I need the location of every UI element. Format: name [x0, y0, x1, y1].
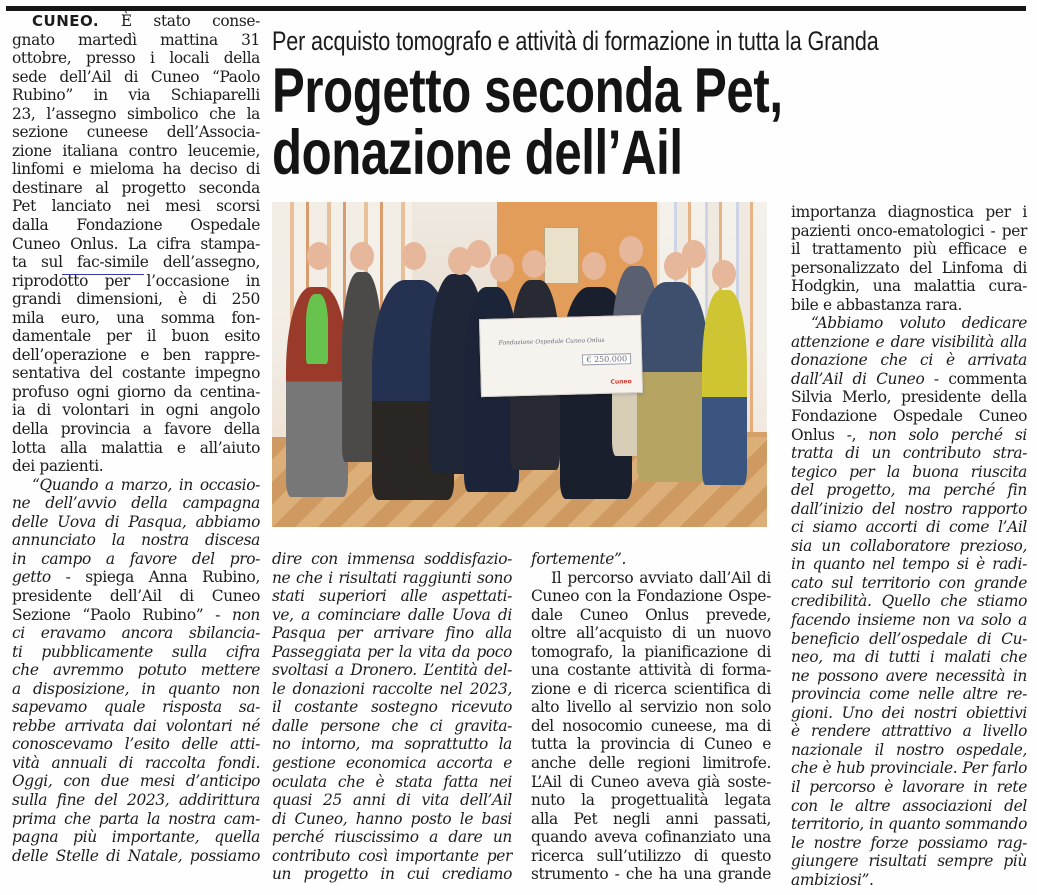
text-line: provincia come nelle altre re-: [791, 685, 1027, 704]
person-head: [712, 260, 736, 288]
text-line: L’Ail di Cuneo aveva già soste-: [531, 772, 771, 791]
text-line: tutta la provincia di Cuneo e: [531, 735, 771, 754]
article-column-4: [791, 203, 1027, 889]
text-line: anche delle regioni limitrofe.: [531, 754, 771, 773]
text-line: CUNEO. È stato conse-: [32, 12, 260, 30]
text-line: un progetto in cui crediamo: [272, 865, 512, 884]
text-line: dire con immensa soddisfazio-: [272, 550, 512, 568]
text-line: nuto la progettualità legata: [531, 791, 771, 810]
text-line: a disposizione, in quanto non: [12, 679, 260, 698]
text-line: oculata che è stata fatta nei: [272, 772, 512, 791]
text-line: strumento - che ha una grande: [531, 865, 771, 884]
text-line: fortemente”.: [531, 550, 627, 568]
text-line: vità annuali di raccolta fondi.: [12, 753, 260, 772]
text-line: in campo a favore del pro-: [12, 549, 260, 568]
text-line: ricerca sull’utilizzo di questo: [531, 846, 771, 865]
article-column-1: [12, 12, 260, 865]
text-line: conoscevamo l’esito delle atti-: [12, 735, 260, 754]
text-line: damentale per il buon esito: [12, 327, 260, 346]
text-line: “Abbiamo voluto dedicare: [811, 314, 1027, 333]
headline: [272, 56, 974, 188]
text-line: Cuneo con la Fondazione Ospe-: [531, 587, 771, 606]
text-line: prima che parta la nostra cam-: [12, 809, 260, 828]
person-head: [522, 250, 546, 278]
text-line: 23, l’assegno simbolico che la: [12, 104, 260, 123]
text-line: Fondazione Ospedale Cuneo: [791, 407, 1027, 426]
text-line: del progetto, ma perché fin: [791, 481, 1027, 500]
person-head: [402, 242, 426, 270]
text-line: ia di volontari in ogni angolo: [12, 401, 260, 420]
person: [702, 290, 747, 485]
text-line: il percorso è lavorare in rete: [791, 777, 1027, 796]
text-line: zione e di ricerca scientifica di: [531, 679, 771, 698]
text-line: Hodgkin, una malattia cura-: [791, 277, 1027, 296]
text-line: tratta di un contributo stra-: [791, 444, 1027, 463]
text-line: ne possono avere necessità in: [791, 666, 1027, 685]
text-line: oltre all’acquisto di un nuovo: [531, 624, 771, 643]
person: [306, 294, 328, 364]
text-line: gestione economica accorta e: [272, 754, 512, 773]
text-line: una costante attività di forma-: [531, 661, 771, 680]
dateline: CUNEO.: [32, 12, 100, 30]
text-line: di Cuneo, hanno posto le basi: [272, 809, 512, 828]
text-line: il costante sostegno ricevuto: [272, 698, 512, 717]
text-line: ambiziosi”.: [791, 870, 874, 889]
text-line: del nosocomio cuneese, ma di: [531, 716, 771, 735]
text-line: Il percorso avviato dall’Ail di: [551, 568, 771, 587]
text-line: Cuneo Onlus. La cifra stampa-: [12, 234, 260, 253]
text-line: dall’inizio del nostro rapporto: [791, 499, 1027, 518]
text-line: sulla fine del 2023, addirittura: [12, 790, 260, 809]
text-line: facendo insieme non va solo a: [791, 611, 1027, 630]
text-line: mila euro, una somma fon-: [12, 308, 260, 327]
text-line: donazione che ci è arrivata: [791, 351, 1027, 370]
article-column-2: [272, 550, 512, 884]
text-line: tomografo, la pianificazione di: [531, 642, 771, 661]
text-line: ci siamo accorti di come l’Ail: [791, 518, 1027, 537]
headline-line: donazione dell’Ail: [272, 118, 683, 188]
text-line: Pet lanciato nei mesi scorsi: [12, 197, 260, 216]
text-line: rebbe arrivata dai volontari né: [12, 716, 260, 735]
person-head: [350, 242, 374, 270]
text-line: linfomi e mieloma ha deciso di: [12, 160, 260, 179]
text-line: delle Stelle di Natale, possiamo: [12, 846, 260, 865]
text-line: perché riuscissimo a dare un: [272, 828, 512, 847]
text-line: profuso ogni giorno da centina-: [12, 382, 260, 401]
text-line: neo, ma di tutti i malati che: [791, 648, 1027, 667]
text-line: territorio, in quanto sommando: [791, 815, 1027, 834]
text-line: pazienti onco-ematologici - per: [791, 221, 1027, 240]
person-head: [490, 254, 514, 282]
text-line: alto livello al servizio non solo: [531, 698, 771, 717]
article-column-3: [531, 550, 771, 884]
text-line: getto - spiega Anna Rubino,: [12, 568, 260, 587]
person-head: [467, 240, 491, 268]
text-line: sezione cuneese dell’Associa-: [12, 123, 260, 142]
person-head: [307, 242, 331, 270]
text-line: annunciato la nostra discesa: [12, 531, 260, 550]
text-line: le nostre forze possiamo rag-: [791, 833, 1027, 852]
text-line: dalle persone che ci gravita-: [272, 716, 512, 735]
top-rule: [6, 6, 1026, 11]
text-line: Pasqua per arrivare fino alla: [272, 624, 512, 643]
text-line: ti pubblicamente sulla cifra: [12, 642, 260, 661]
text-line: dalla Fondazione Ospedale: [12, 216, 260, 235]
text-line: pagna più importante, quella: [12, 828, 260, 847]
text-line: svoltasi a Dronero. L’entità del-: [272, 661, 512, 680]
text-line: lotta alla malattia e all’aiuto: [12, 438, 260, 457]
text-line: quando aveva cofinanziato una: [531, 828, 771, 847]
text-line: no intorno, ma soprattutto la: [272, 735, 512, 754]
person-head: [682, 240, 706, 268]
text-line: alla Pet negli anni passati,: [531, 809, 771, 828]
text-line: riprodotto per l’occasione in: [12, 271, 260, 290]
text-line: grandi dimensioni, è di 250: [12, 290, 260, 309]
text-line: sapevamo quale risposta sa-: [12, 698, 260, 717]
text-line: Passeggiata per la vita da poco: [272, 642, 512, 661]
text-line: delle Uova di Pasqua, abbiamo: [12, 512, 260, 531]
kicker: Per acquisto tomografo e attività di formazione in tutta la Granda: [272, 26, 879, 56]
person: [637, 282, 709, 482]
text-line: è rendere attrattivo a livello: [791, 722, 1027, 741]
headline-line: Progetto seconda Pet,: [272, 56, 783, 126]
text-line: quasi 25 anni di vita dell’Ail: [272, 791, 512, 810]
text-line: sia un collaboratore prezioso,: [791, 536, 1027, 555]
text-line: tegico per la buona riuscita: [791, 462, 1027, 481]
text-line: Rubino” in via Schiaparelli: [12, 86, 260, 105]
text-line: importanza diagnostica per i: [791, 203, 1027, 221]
text-line: zione italiana contro leucemie,: [12, 141, 260, 160]
person-head: [619, 236, 643, 264]
text-line: contributo così importante per: [272, 846, 512, 865]
text-line: ve, a cominciare dalle Uova di: [272, 605, 512, 624]
text-line: ne dell’avvio della campagna: [12, 494, 260, 513]
text-line: dell’operazione e ben rappre-: [12, 345, 260, 364]
text-line: Onlus -, non solo perché si: [791, 425, 1028, 444]
text-line: dei pazienti.: [12, 457, 104, 476]
text-line: il trattamento più efficace e: [791, 240, 1027, 259]
text-line: ci eravamo ancora sbilancia-: [12, 624, 260, 643]
text-line: le donazioni raccolte nel 2023,: [272, 679, 512, 698]
text-line: stati superiori alle aspettati-: [272, 587, 512, 606]
text-line: personalizzato del Linfoma di: [791, 258, 1027, 277]
text-line: gioni. Uno dei nostri obiettivi: [791, 703, 1027, 722]
text-line: presidente dell’Ail di Cuneo: [12, 586, 260, 605]
text-line: Silvia Merlo, presidente della: [791, 388, 1027, 407]
article-photo: [272, 202, 767, 527]
text-line: della provincia a favore della: [12, 420, 260, 439]
text-line: dall’Ail di Cuneo - commenta: [791, 369, 1027, 388]
text-line: in quanto nel tempo si è radi-: [791, 555, 1027, 574]
text-line: Sezione “Paolo Rubino” - non: [12, 605, 260, 624]
text-line: beneficio dell’ospedale di Cu-: [791, 629, 1027, 648]
donation-check: [479, 315, 643, 397]
text-line: giungere risultati sempre più: [791, 852, 1027, 871]
person-head: [582, 252, 606, 280]
text-line: Oggi, con due mesi d’anticipo: [12, 772, 260, 791]
text-line: sentativa del costante impegno: [12, 364, 260, 383]
text-line: ta sul fac-simile dell’assegno,: [12, 253, 260, 272]
text-line: sede dell’Ail di Cuneo “Paolo: [12, 67, 260, 86]
text-line: nazionale il nostro ospedale,: [791, 740, 1027, 759]
check-amount: € 250.000: [582, 353, 631, 365]
text-line: dale Cuneo Onlus prevede,: [531, 605, 771, 624]
text-line: con le altre associazioni del: [791, 796, 1027, 815]
text-line: che è hub provinciale. Per farlo: [791, 759, 1027, 778]
text-line: destinare al progetto seconda: [12, 178, 260, 197]
text-line: bile e abbastanza rara.: [791, 295, 963, 314]
text-line: gnato martedì mattina 31: [12, 30, 260, 49]
text-line: attenzione e dare visibilità alla: [791, 332, 1027, 351]
text-line: cato sul territorio con grande: [791, 573, 1027, 592]
check-logo: Cuneo: [610, 378, 632, 386]
text-line: credibilità. Quello che stiamo: [791, 592, 1027, 611]
text-line: ottobre, presso i locali della: [12, 49, 260, 68]
text-line: che avremmo potuto mettere: [12, 661, 260, 680]
wall-poster: [544, 227, 579, 284]
text-line: “Quando a marzo, in occasio-: [32, 475, 260, 494]
text-line: ne che i risultati raggiunti sono: [272, 568, 512, 587]
check-payee: Fondazione Ospedale Cuneo Onlus: [498, 336, 605, 347]
